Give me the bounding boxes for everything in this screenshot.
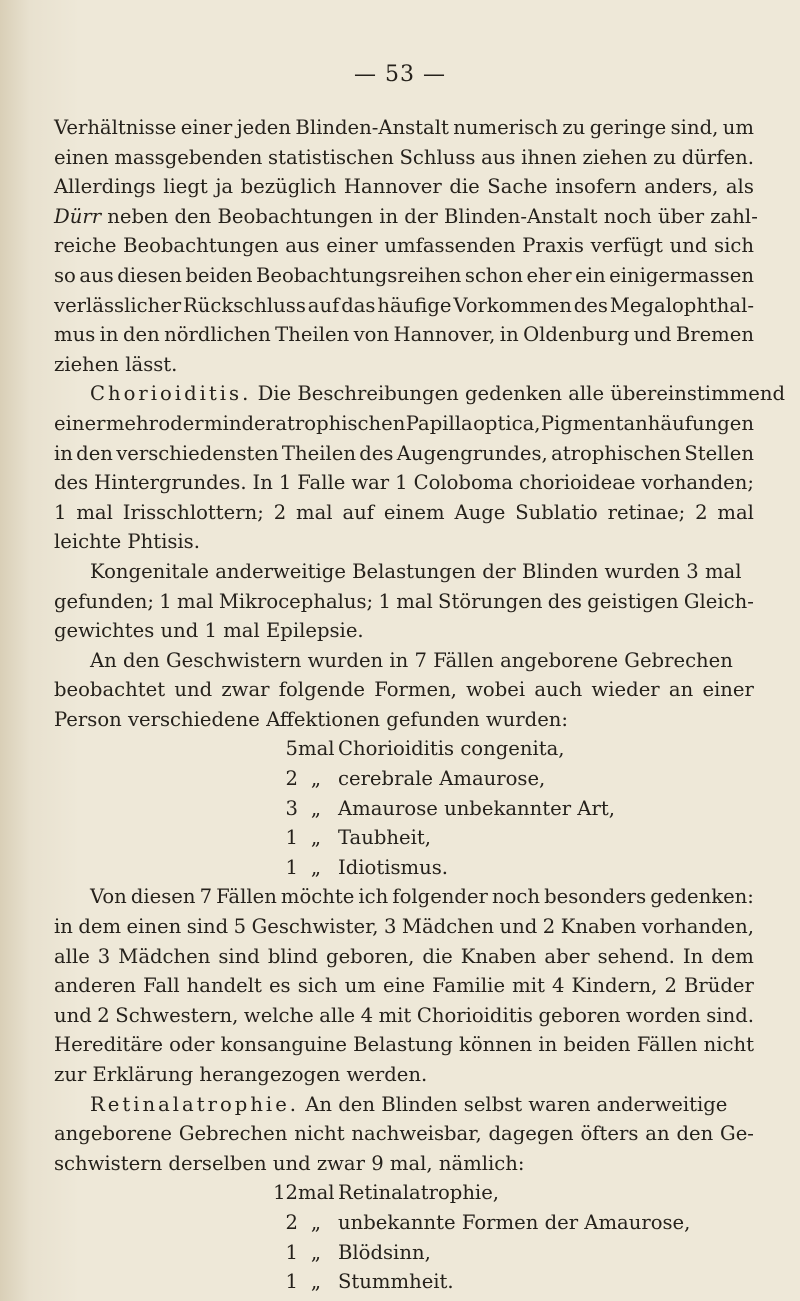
text-line: gefunden; 1 mal Mikrocephalus; 1 mal Störungen des geistigen Gleich-	[54, 589, 754, 613]
text-line: einen massgebenden statistischen Schluss aus ihnen ziehen zu dürfen.	[54, 145, 754, 169]
page-number: — 53 —	[354, 62, 446, 87]
paragraph-6	[54, 1090, 754, 1179]
text-line: leichte Phtisis.	[54, 530, 200, 554]
text-line: An den Geschwistern wurden in 7 Fällen angeborene Gebrechen	[90, 648, 733, 672]
text-line: Dürr neben den Beobachtungen in der Blinden-Anstalt noch über zahl-	[54, 202, 754, 232]
text-line: schwistern derselben und zwar 9 mal, nämlich:	[54, 1151, 525, 1175]
text-line: angeborene Gebrechen nicht nachweisbar, dagegen öfters an den Ge-	[54, 1122, 754, 1146]
text-line: 1 mal Irisschlottern; 2 mal auf einem Auge Sublatio retinae; 2 mal	[54, 500, 754, 524]
text-line: beobachtet und zwar folgende Formen, wobei auch wieder an einer	[54, 678, 754, 702]
author-name: Dürr	[54, 204, 102, 228]
section-heading-retinalatrophie: Retinalatrophie.	[90, 1092, 300, 1116]
text-line: so aus diesen beiden Beobachtungsreihen schon eher ein einigermassen	[54, 263, 754, 287]
retinal-conditions-list	[54, 1178, 754, 1296]
list-item: 12 mal Retinalatrophie,	[273, 1181, 500, 1205]
text-line: anderen Fall handelt es sich um eine Familie mit 4 Kindern, 2 Brüder	[54, 974, 754, 998]
text-line: ziehen lässt.	[54, 352, 178, 376]
body-text	[54, 113, 785, 1297]
text-line: Von diesen 7 Fällen möchte ich folgender noch besonders gedenken:	[90, 885, 754, 909]
text-line: Verhältnisse einer jeden Blinden-Anstalt numerisch zu geringe sind, um	[54, 116, 754, 139]
paragraph-2	[54, 379, 785, 557]
text-line: Kongenitale anderweitige Belastungen der Blinden wurden 3 mal	[90, 559, 742, 583]
list-item: 1 „ Blödsinn,	[285, 1240, 431, 1264]
text-line: gewichtes und 1 mal Epilepsie.	[54, 619, 364, 643]
list-item: 3 „ Amaurose unbekannter Art,	[285, 796, 615, 820]
text-line: des Hintergrundes. In 1 Falle war 1 Coloboma chorioideae vorhanden;	[54, 471, 754, 495]
text-line: Allerdings liegt ja bezüglich Hannover die Sache insofern anders, als	[54, 175, 754, 199]
text-line: Chorioiditis. Die Beschreibungen gedenken alle übereinstimmend	[54, 379, 754, 409]
text-line: Retinalatrophie. An den Blinden selbst waren anderweitige	[54, 1090, 754, 1120]
text-line: in den verschiedensten Theilen des Augengrundes, atrophischen Stellen	[54, 441, 754, 465]
list-item: 1 „ Idiotismus.	[285, 855, 449, 879]
text-line: zur Erklärung herangezogen werden.	[54, 1063, 428, 1086]
paragraph-4	[54, 646, 754, 735]
paragraph-5	[54, 882, 754, 1089]
paragraph-1	[54, 113, 758, 379]
list-item: 1 „ Stummheit.	[285, 1270, 454, 1294]
list-item: 2 „ unbekannte Formen der Amaurose,	[285, 1210, 691, 1234]
text-line: einer mehr oder minder atrophischen Papilla optica, Pigmentanhäufungen	[54, 411, 754, 435]
paragraph-3	[54, 557, 754, 646]
text-line: alle 3 Mädchen sind blind geboren, die Knaben aber sehend. In dem	[54, 944, 754, 968]
text-line: und 2 Schwestern, welche alle 4 mit Chorioiditis geboren worden sind.	[54, 1003, 754, 1027]
section-heading-chorioiditis: Chorioiditis.	[90, 382, 252, 406]
text-line: mus in den nördlichen Theilen von Hannover, in Oldenburg und Bremen	[54, 323, 754, 347]
text-line: Hereditäre oder konsanguine Belastung können in beiden Fällen nicht	[54, 1033, 754, 1057]
list-item: 2 „ cerebrale Amaurose,	[285, 767, 546, 791]
text-line: verlässlicher Rückschluss auf das häufige Vorkommen des Megalophthal-	[54, 293, 754, 317]
text-line: in dem einen sind 5 Geschwister, 3 Mädchen und 2 Knaben vorhanden,	[54, 915, 754, 939]
sibling-conditions-list	[54, 734, 754, 882]
list-item: 5 mal Chorioiditis congenita,	[285, 737, 565, 761]
text-line: reiche Beobachtungen aus einer umfassenden Praxis verfügt und sich	[54, 234, 754, 258]
list-item: 1 „ Taubheit,	[285, 826, 431, 850]
text-line: Person verschiedene Affektionen gefunden wurden:	[54, 707, 569, 731]
